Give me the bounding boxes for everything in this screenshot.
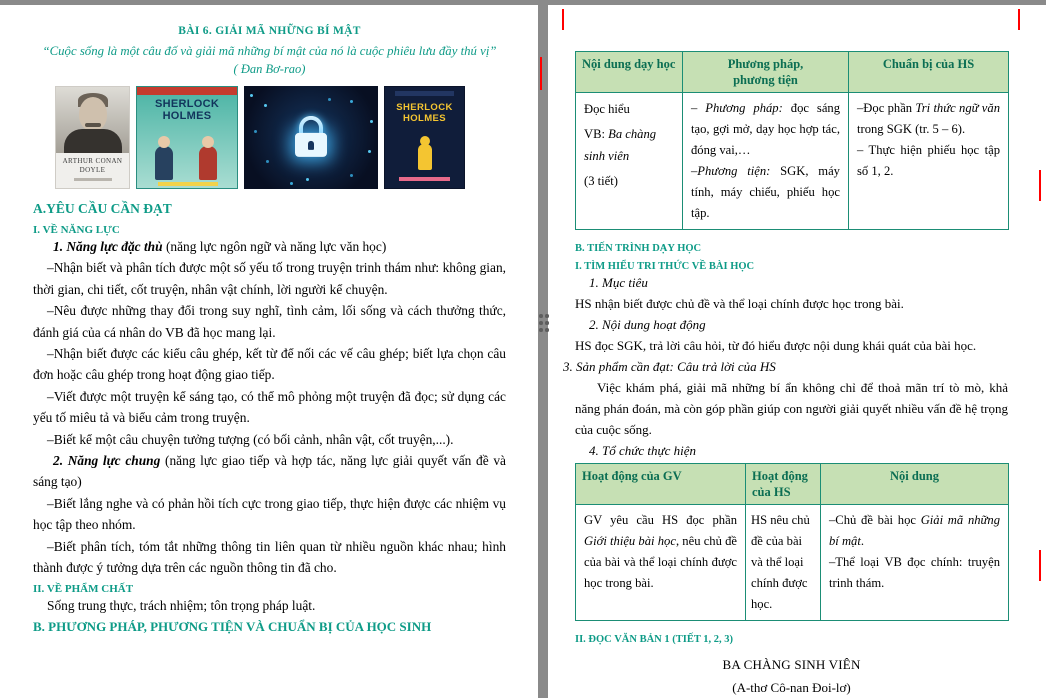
section-b-progress-heading: B. TIẾN TRÌNH DẠY HỌC	[575, 243, 702, 254]
requirement-item: –Viết được một truyện kể sáng tạo, có thể mô phỏng một truyện đã đọc; sử dụng các yếu tố miêu tả và biểu cảm trong truyện.	[33, 388, 506, 426]
section-ii-read-heading: II. ĐỌC VĂN BẢN 1 (TIẾT 1, 2, 3)	[575, 634, 734, 645]
col-header-noi-dung: Nội dung	[821, 464, 1009, 505]
cell-content	[821, 505, 1009, 621]
sherlock-book-cover-1	[136, 86, 238, 189]
cell-chuan-bi	[849, 93, 1009, 230]
cell-paragraph: HS nêu chủ đề của bài và thể loại chính được học.	[751, 513, 810, 611]
requirement-item: –Nêu được những thay đổi trong suy nghĩ, tình cảm, lối sống và cách thưởng thức, đánh giá của cá nhân do VB đã học mang lại.	[33, 303, 506, 340]
requirement-item: –Biết kể một câu chuyện tưởng tượng (có bối cảnh, nhân vật, cốt truyện,...).	[47, 431, 454, 447]
cell-paragraph	[691, 98, 840, 161]
text-run: – Phương pháp:	[691, 101, 791, 115]
table-header-row	[576, 464, 1009, 505]
tracked-change-bar	[1039, 170, 1041, 201]
lesson-title: BÀI 6. GIẢI MÃ NHỮNG BÍ MẬT	[178, 25, 361, 37]
page-drag-handle[interactable]	[537, 312, 549, 333]
text-title: BA CHÀNG SINH VIÊN	[722, 657, 861, 672]
col-header-chuan-bi: Chuẩn bị của HS	[849, 52, 1009, 93]
text-author: (A-thơ Cô-nan Đoi-lơ)	[732, 680, 851, 695]
portrait-suit	[64, 129, 122, 153]
item-muc-tieu-text: HS nhận biết được chủ đề và thể loại chính được học trong bài.	[575, 296, 904, 311]
text-run: Giới thiệu bài học	[584, 534, 676, 548]
item-muc-tieu: 1. Mục tiêu	[589, 275, 648, 290]
text-run: VB:	[584, 127, 609, 141]
section-ii-heading: II. VỀ PHẨM CHẤT	[33, 582, 134, 595]
conan-doyle-portrait-image	[55, 86, 130, 189]
cell-paragraph	[584, 510, 737, 594]
padlock-security-image	[244, 86, 378, 189]
text-run: .	[860, 534, 864, 548]
figure-silhouette	[418, 144, 432, 170]
quote-author: ( Đan Bơ-rao)	[233, 62, 306, 76]
portrait-caption: ARTHUR CONAN DOYLE	[62, 157, 123, 174]
detective-figure	[155, 146, 173, 180]
text-run: –Đọc phần	[857, 101, 916, 115]
text-run: –Phương tiện:	[691, 164, 781, 178]
illustration-row	[55, 86, 506, 189]
cell-paragraph	[691, 161, 840, 224]
requirement-item: –Biết phân tích, tóm tắt những thông tin liên quan từ nhiều nguồn khác nhau; hình thành được ý tưởng dựa trên các nguồn thông tin đã cho.	[33, 538, 506, 576]
cover-subtitle-bar	[158, 182, 218, 186]
quality-statement: Sống trung thực, trách nhiệm; tôn trọng pháp luật.	[47, 597, 316, 613]
cover-top-band	[137, 87, 237, 95]
cell-noi-dung	[576, 93, 683, 230]
col-header-phuong-phap	[683, 52, 849, 93]
text-run: –Chủ đề bài học	[829, 513, 921, 527]
keyhole	[308, 140, 314, 149]
text-run: Tri thức ngữ văn	[915, 101, 1000, 115]
requirement-item: –Nhận biết được các kiểu câu ghép, kết từ để nối các vế câu ghép; biết lựa chọn câu đơn hoặc câu ghép trong hoạt động giao tiếp.	[33, 346, 506, 383]
cell-hs-activity	[746, 505, 821, 621]
tracked-change-bar	[1018, 9, 1020, 30]
tracked-change-bar	[562, 9, 564, 30]
cover-title	[137, 95, 237, 122]
text-run: SGK, máy tính, máy chiếu, phiếu học tập.	[691, 164, 840, 220]
cover-title-line: SHERLOCK	[396, 102, 453, 113]
cell-line: Đọc hiểu	[584, 102, 630, 116]
competency-general-lead	[33, 450, 506, 493]
header-line: phương tiện	[733, 73, 798, 87]
body-paragraph: Việc khám phá, giải mã những bí ẩn không chỉ để thoả mãn trí tò mò, khả năng phán đoán, mà còn góp phần giúp con người giải quyết nhiều vấn đề hệ trọng của cuộc sống.	[575, 380, 1008, 437]
portrait-mustache	[85, 123, 101, 127]
col-header-hs: Hoạt động của HS	[746, 464, 821, 505]
text-run: (năng lực ngôn ngữ và năng lực văn học)	[165, 239, 387, 254]
portrait-photo	[56, 87, 129, 153]
caption-detail-bar	[74, 178, 112, 181]
cell-line	[584, 123, 674, 167]
section-i-explore-heading: I. TÌM HIỂU TRI THỨC VỀ BÀI HỌC	[575, 261, 755, 272]
text-run: (năng lực giao tiếp và hợp tác, năng lực giải quyết vấn đề và sáng tạo)	[33, 453, 507, 490]
tracked-change-bar	[540, 57, 542, 90]
cell-paragraph: – Thực hiện phiếu học tập số 1, 2.	[857, 143, 1000, 178]
text-run: 1. Năng lực đặc thù	[53, 239, 166, 254]
cover-title-line: SHERLOCK	[154, 98, 220, 110]
col-header-gv: Hoạt động của GV	[576, 464, 746, 505]
section-i-heading: I. VỀ NĂNG LỰC	[33, 224, 120, 236]
text-run: Câu trả lời của HS	[677, 359, 776, 374]
section-b-heading: B. PHƯƠNG PHÁP, PHƯƠNG TIỆN VÀ CHUẨN BỊ CỦA HỌC SINH	[33, 618, 432, 634]
cell-line: (3 tiết)	[584, 174, 618, 188]
section-a-heading: A.YÊU CẦU CẦN ĐẠT	[33, 201, 172, 216]
padlock-body	[295, 132, 327, 156]
cover-title	[385, 96, 464, 124]
text-run: Giải mã những bí mật	[829, 513, 1000, 548]
competency-specific-lead	[33, 236, 506, 257]
cover-subtitle-bar	[399, 177, 450, 181]
table-body-row	[576, 505, 1009, 621]
text-run: , nêu chủ đề của bài và thể loại chính được học trong bài.	[584, 534, 737, 590]
item-noi-dung: 2. Nội dung hoạt động	[589, 317, 706, 332]
text-run: đọc sáng tạo, gợi mở, dạy học hợp tác, đóng vai,…	[691, 101, 841, 157]
item-noi-dung-text: HS đọc SGK, trả lời câu hỏi, từ đó hiểu được nội dung khái quát của bài học.	[575, 338, 977, 353]
table-body-row	[576, 93, 1009, 230]
cover-title-line: HOLMES	[162, 110, 212, 122]
padlock-icon	[295, 115, 327, 156]
text-run: GV yêu cầu HS đọc phần	[584, 513, 737, 527]
requirement-item: –Nhận biết và phân tích được một số yếu tố trong truyện trinh thám như: không gian, thời gian, chi tiết, cốt truyện, nhân vật chính, lời người kể chuyện.	[33, 260, 506, 297]
text-run: 3. Sản phẩm cần đạt:	[563, 359, 678, 374]
padlock-shackle	[299, 115, 323, 133]
cell-phuong-phap	[683, 93, 849, 230]
item-to-chuc: 4. Tổ chức thực hiện	[589, 443, 696, 458]
item-san-pham	[563, 356, 1008, 377]
requirement-item: –Biết lắng nghe và có phản hồi tích cực trong giao tiếp, thực hiện được các nhiệm vụ học tập theo nhóm.	[33, 495, 506, 533]
tracked-change-bar	[1039, 550, 1041, 581]
cell-paragraph	[857, 98, 1000, 140]
text-run: Ba chàng sinh viên	[584, 127, 657, 163]
col-header-noi-dung: Nội dung dạy học	[576, 52, 683, 93]
epigraph-quote: “Cuộc sống là một câu đố và giải mã những bí mật của nó là cuộc phiêu lưu đầy thú vị”	[42, 44, 497, 58]
text-run: trong SGK (tr. 5 – 6).	[857, 122, 966, 136]
page-1	[0, 5, 538, 698]
cell-paragraph	[829, 510, 1000, 552]
detective-figure	[199, 146, 217, 180]
table-header-row	[576, 52, 1009, 93]
cell-paragraph: –Thể loại VB đọc chính: truyện trinh thám.	[829, 555, 1000, 590]
header-line: Phương pháp,	[727, 57, 804, 71]
activity-table	[575, 463, 1009, 621]
page-2	[548, 5, 1046, 698]
preparation-table	[575, 51, 1009, 230]
cover-title-line: HOLMES	[402, 113, 447, 124]
cell-gv-activity	[576, 505, 746, 621]
sherlock-book-cover-2	[384, 86, 465, 189]
text-run: 2. Năng lực chung	[53, 453, 165, 469]
